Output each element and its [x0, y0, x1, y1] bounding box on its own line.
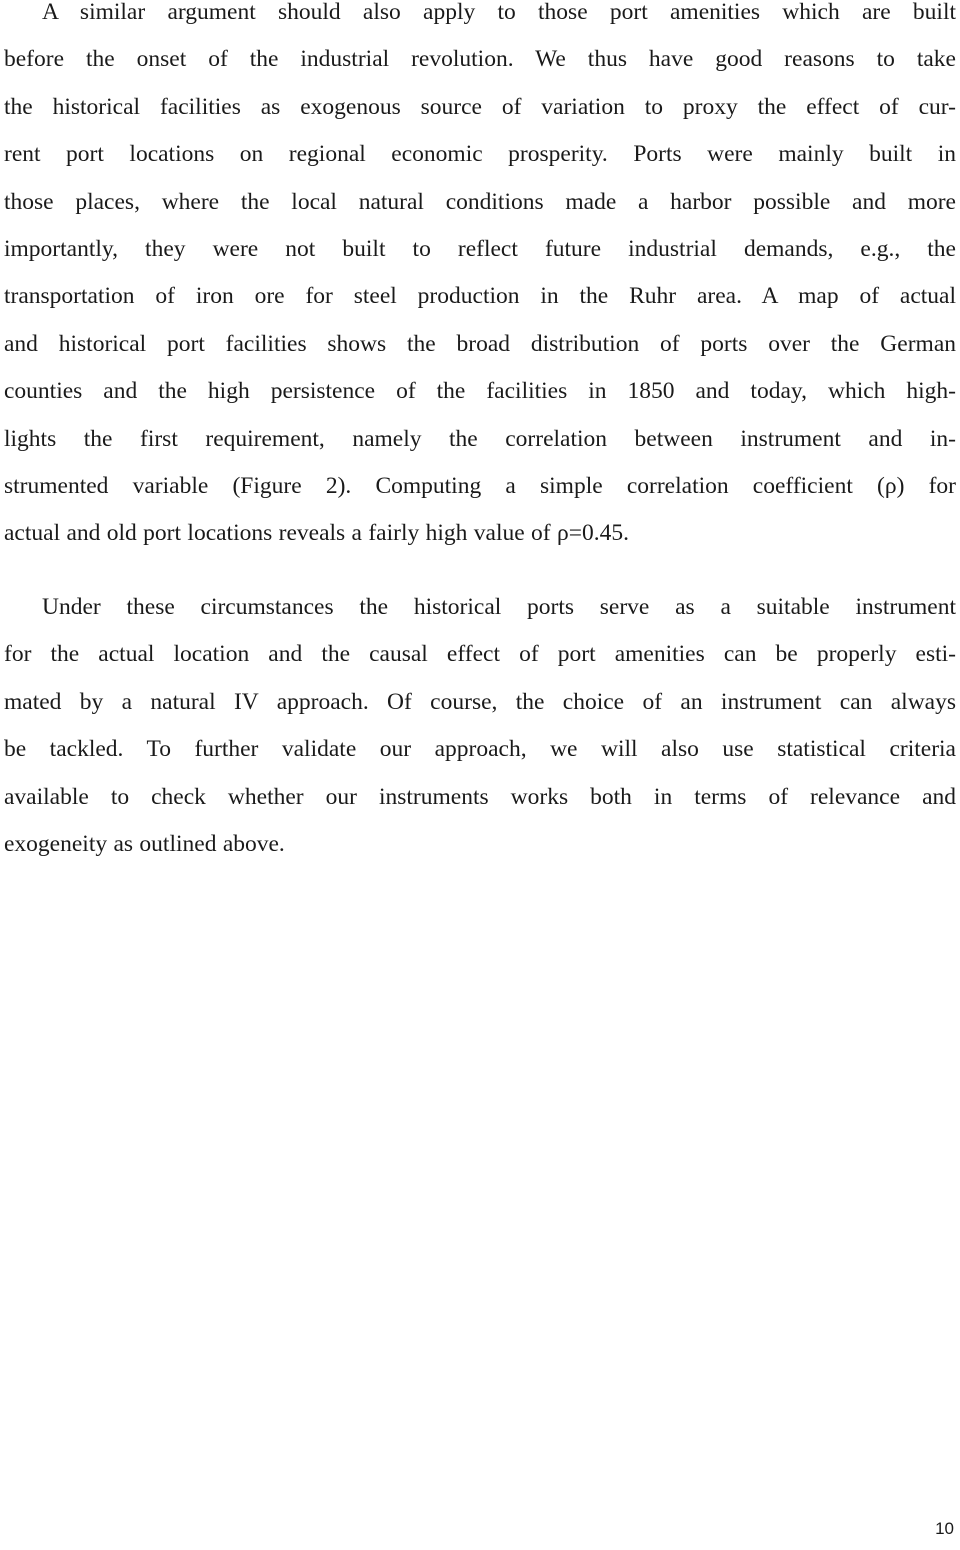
text-line: those places, where the local natural conditions made a harbor possible and more [4, 188, 956, 215]
text-line: transportation of iron ore for steel production in the Ruhr area. A map of actual [4, 283, 956, 310]
text-line: A similar argument should also apply to those port amenities which are built [42, 0, 956, 25]
text-line: actual and old port locations reveals a fairly high value of ρ=0.45. [4, 520, 629, 547]
text-line: lights the first requirement, namely the correlation between instrument and in- [4, 425, 956, 452]
text-line: the historical facilities as exogenous source of variation to proxy the effect of cur- [4, 93, 956, 120]
paragraph-historical-ports-instrument [4, 584, 956, 868]
text-line: exogeneity as outlined above. [4, 830, 285, 857]
paragraph-port-amenities [4, 0, 956, 558]
text-line: for the actual location and the causal effect of port amenities can be properly esti- [4, 641, 956, 668]
text-line: before the onset of the industrial revolution. We thus have good reasons to take [4, 46, 956, 73]
text-line: be tackled. To further validate our approach, we will also use statistical criteria [4, 736, 956, 763]
text-line: available to check whether our instruments works both in terms of relevance and [4, 783, 956, 810]
text-line: importantly, they were not built to reflect future industrial demands, e.g., the [4, 235, 956, 262]
text-line: rent port locations on regional economic prosperity. Ports were mainly built in [4, 141, 956, 168]
text-line: Under these circumstances the historical ports serve as a suitable instrument [42, 594, 956, 620]
text-line: mated by a natural IV approach. Of course, the choice of an instrument can always [4, 688, 956, 715]
text-line: counties and the high persistence of the facilities in 1850 and today, which high- [4, 378, 956, 405]
page-number: 10 [935, 1519, 954, 1538]
text-line: and historical port facilities shows the broad distribution of ports over the German [4, 330, 956, 357]
text-line: strumented variable (Figure 2). Computing a simple correlation coefficient (ρ) for [4, 472, 956, 499]
